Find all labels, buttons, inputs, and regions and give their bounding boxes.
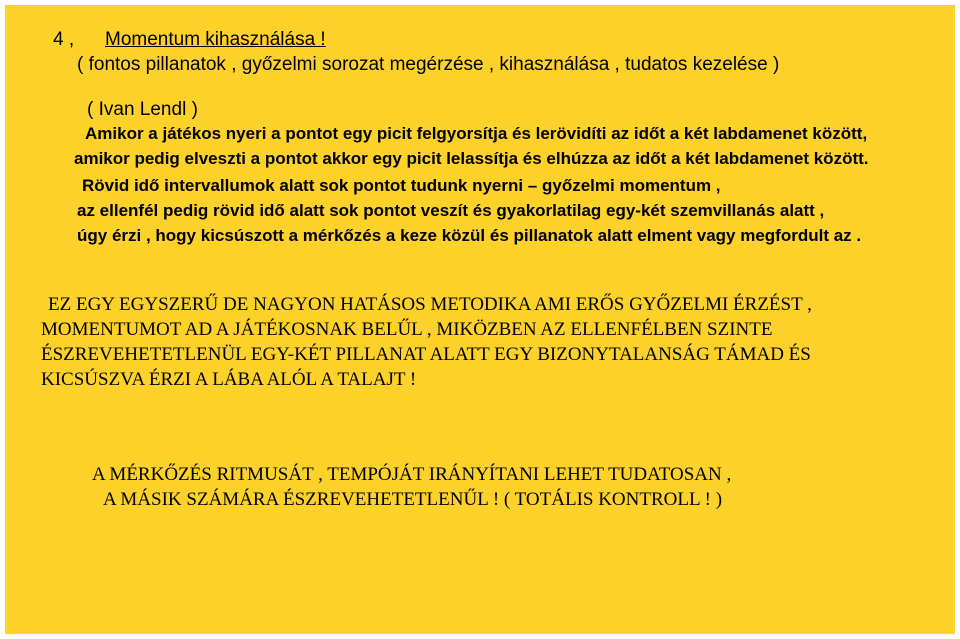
caps-block-1-line-4: KICSÚSZVA ÉRZI A LÁBA ALÓL A TALAJT !: [41, 369, 417, 390]
caps-block-1-line-3: ÉSZREVEHETETLENÜL EGY-KÉT PILLANAT ALATT EGY BIZONYTALANSÁG TÁMAD ÉS: [41, 344, 811, 365]
caps-block-1-line-2: MOMENTUMOT AD A JÁTÉKOSNAK BELŰL , MIKÖZBEN AZ ELLENFÉLBEN SZINTE: [41, 319, 773, 340]
paragraph-2-line-3: úgy érzi , hogy kicsúszott a mérkőzés a keze közül és pillanatok alatt elment vagy megfordult az .: [77, 226, 862, 245]
caps-block-2-line-2: A MÁSIK SZÁMÁRA ÉSZREVEHETETLENŰL ! ( TOTÁLIS KONTROLL ! ): [103, 489, 723, 510]
section-number: 4 ,: [53, 29, 75, 50]
paragraph-1-line-1: Amikor a játékos nyeri a pontot egy picit felgyorsítja és lerövidíti az időt a két labdamenet között,: [85, 124, 868, 143]
slide: [5, 5, 955, 634]
author-attribution: ( Ivan Lendl ): [87, 99, 198, 120]
paragraph-1-line-2: amikor pedig elveszti a pontot akkor egy picit lelassítja és elhúzza az időt a két labdamenet között.: [74, 149, 869, 168]
section-title: Momentum kihasználása !: [105, 29, 326, 50]
paragraph-2-line-2: az ellenfél pedig rövid idő alatt sok pontot veszít és gyakorlatilag egy-két szemvillanás alatt ,: [77, 201, 825, 220]
section-subtitle: ( fontos pillanatok , győzelmi sorozat megérzése , kihasználása , tudatos kezelése ): [77, 54, 780, 75]
paragraph-2-line-1: Rövid idő intervallumok alatt sok pontot tudunk nyerni – győzelmi momentum ,: [82, 176, 721, 195]
caps-block-2-line-1: A MÉRKŐZÉS RITMUSÁT , TEMPÓJÁT IRÁNYÍTANI LEHET TUDATOSAN ,: [92, 464, 732, 485]
caps-block-1-line-1: EZ EGY EGYSZERŰ DE NAGYON HATÁSOS METODIKA AMI ERŐS GYŐZELMI ÉRZÉST ,: [48, 294, 812, 315]
